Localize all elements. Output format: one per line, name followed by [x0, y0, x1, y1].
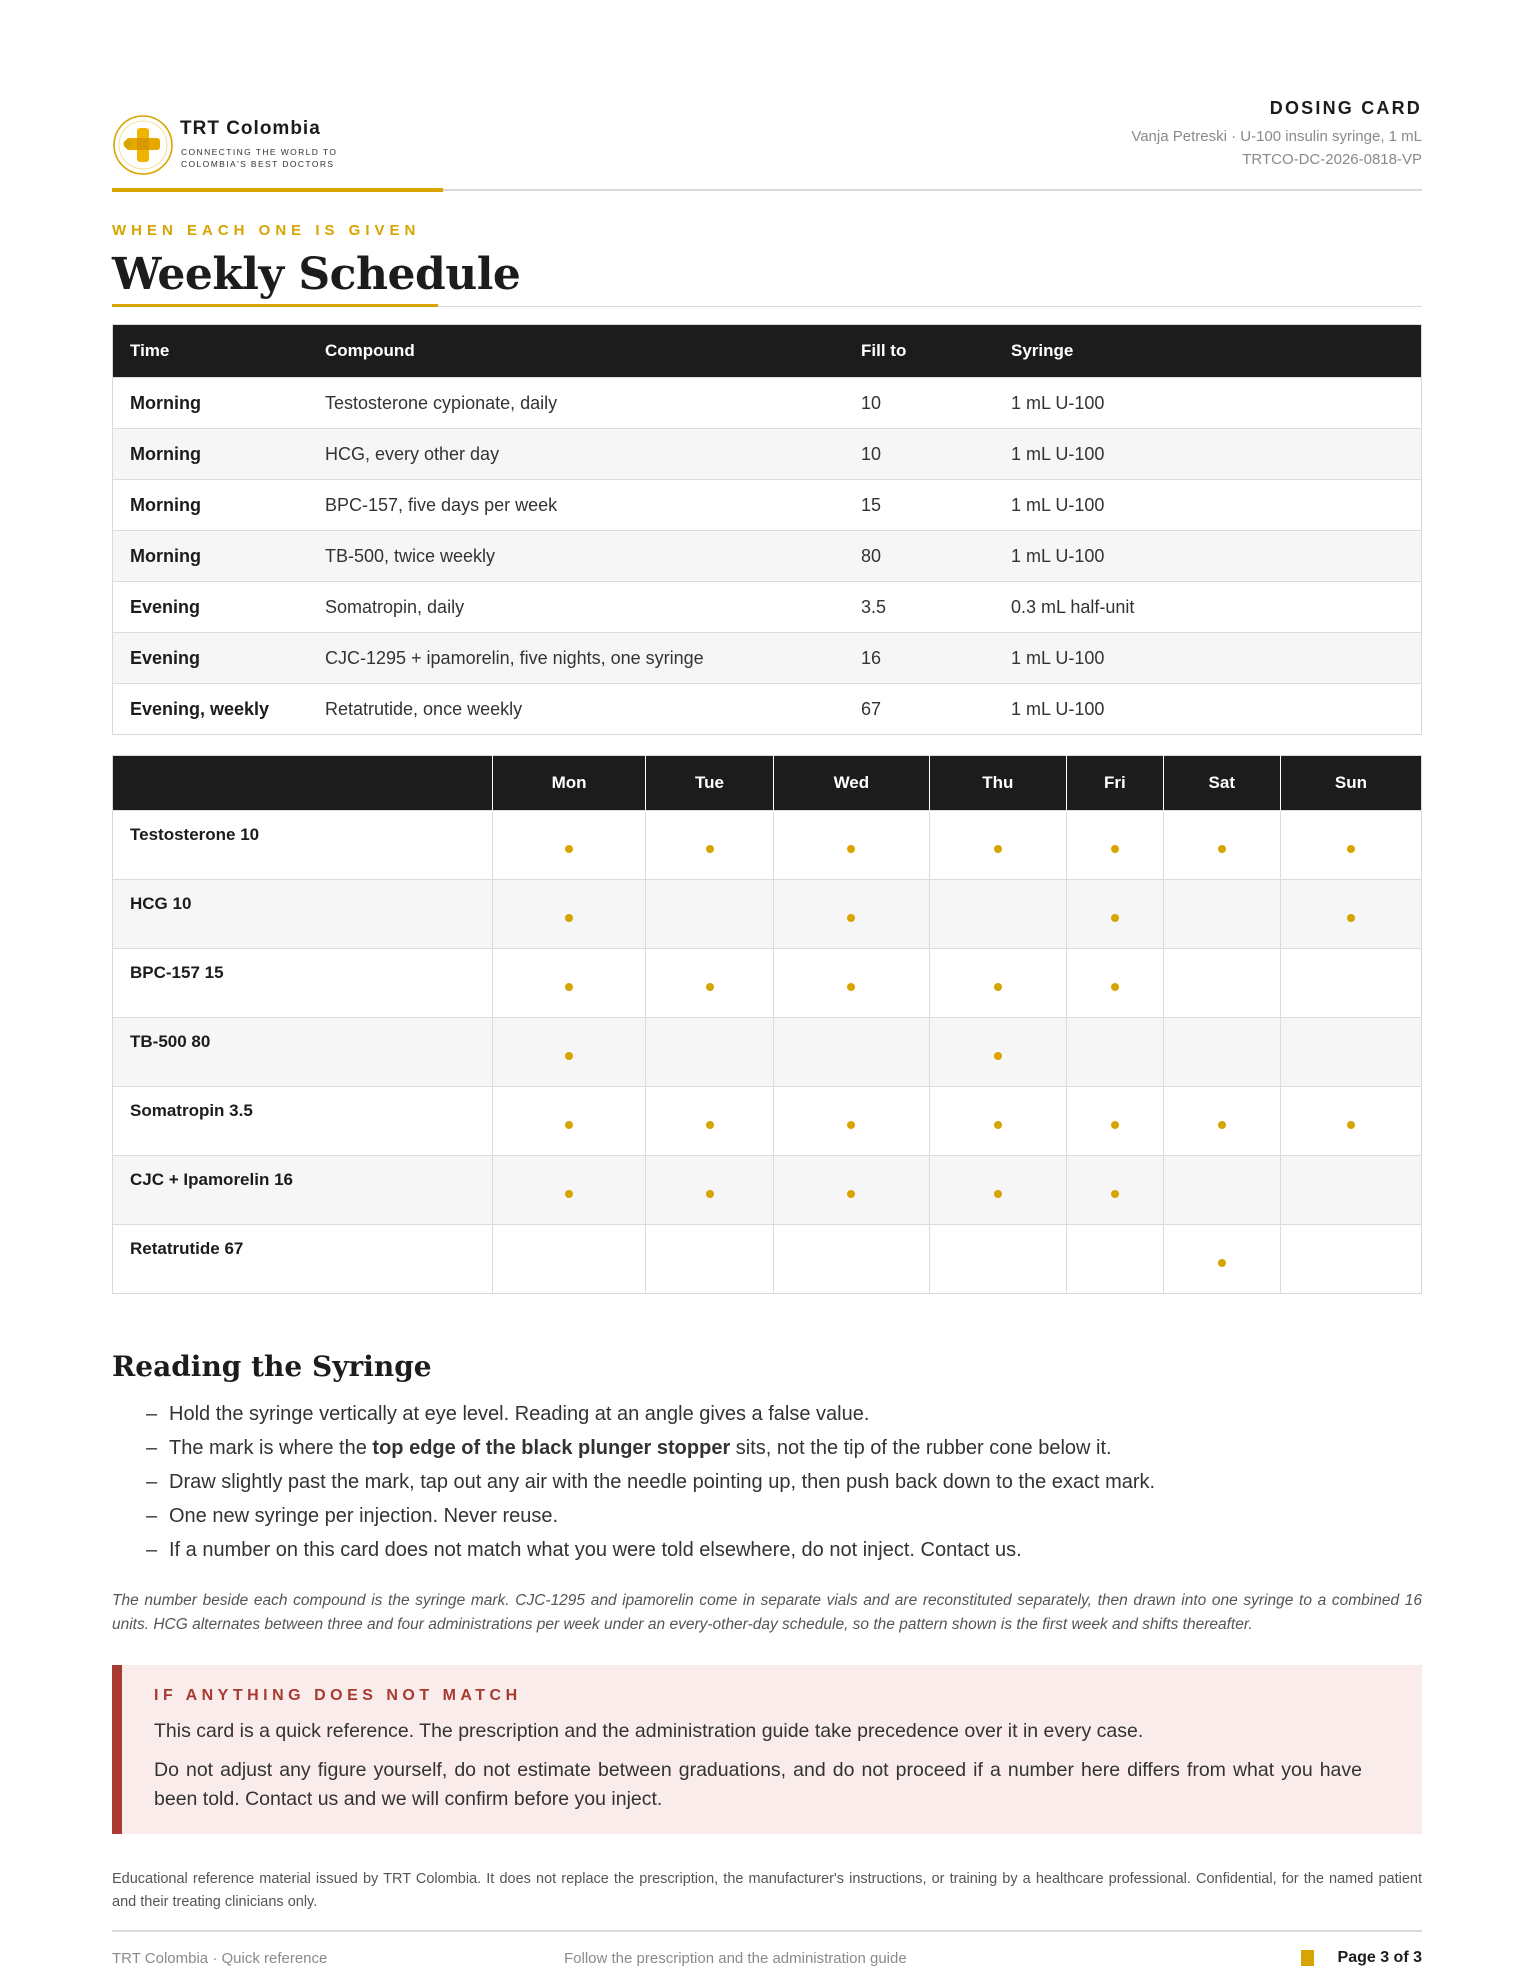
brand-name: TRT Colombia: [180, 118, 321, 139]
dose-dot-icon: [565, 983, 573, 991]
day-cell: [1163, 1156, 1280, 1225]
fill-cell: 67: [844, 684, 994, 735]
footer-center: Follow the prescription and the administration guide: [564, 1950, 907, 1967]
dose-dot-icon: [1347, 845, 1355, 853]
list-item: – If a number on this card does not match what you were told elsewhere, do not inject. Contact us.: [146, 1533, 1422, 1567]
compound-cell: Somatropin, daily: [308, 582, 844, 633]
day-cell: [493, 1156, 646, 1225]
day-cell: [646, 1087, 774, 1156]
day-cell: [646, 1225, 774, 1294]
day-cell: [773, 811, 929, 880]
time-cell: Morning: [113, 480, 309, 531]
day-cell: [773, 949, 929, 1018]
dose-dot-icon: [565, 1190, 573, 1198]
day-cell: [929, 811, 1066, 880]
time-cell: Evening: [113, 582, 309, 633]
list-item-emphasis: top edge of the black plunger stopper: [372, 1437, 731, 1459]
day-header: Wed: [773, 756, 929, 811]
day-header: Tue: [646, 756, 774, 811]
syringe-cell: 1 mL U-100: [994, 378, 1422, 429]
table-row: [113, 378, 1422, 429]
day-cell: [773, 1156, 929, 1225]
dose-dot-icon: [994, 983, 1002, 991]
compound-cell: TB-500, twice weekly: [308, 531, 844, 582]
dose-dot-icon: [994, 1190, 1002, 1198]
fill-cell: 3.5: [844, 582, 994, 633]
grid-row: [113, 1018, 1422, 1087]
dose-dot-icon: [565, 1052, 573, 1060]
day-cell: [773, 1087, 929, 1156]
dose-dot-icon: [1111, 1190, 1119, 1198]
dose-dot-icon: [847, 845, 855, 853]
day-cell: [493, 949, 646, 1018]
list-item-text: The mark is where the: [169, 1437, 373, 1459]
day-cell: [1066, 1018, 1163, 1087]
day-cell: [1163, 1225, 1280, 1294]
time-cell: Morning: [113, 531, 309, 582]
document-reference: TRTCO-DC-2026-0818-VP: [1242, 151, 1422, 168]
day-header: Thu: [929, 756, 1066, 811]
dose-dot-icon: [1111, 914, 1119, 922]
dose-dot-icon: [706, 983, 714, 991]
day-cell: [1280, 811, 1421, 880]
time-cell: Morning: [113, 378, 309, 429]
compound-label: Retatrutide 67: [113, 1225, 493, 1294]
warning-paragraph: Do not adjust any figure yourself, do not estimate between graduations, and do not proceed if a number here differs from what you have been told. Contact us and we will confirm before you inject.: [154, 1759, 1362, 1810]
page-footer: [112, 1932, 1422, 1972]
table-row: [113, 684, 1422, 735]
day-cell: [929, 880, 1066, 949]
document-type: DOSING CARD: [1269, 98, 1422, 118]
day-cell: [1280, 1018, 1421, 1087]
day-cell: [493, 811, 646, 880]
syringe-cell: 1 mL U-100: [994, 480, 1422, 531]
day-cell: [646, 880, 774, 949]
compound-label: BPC-157 15: [113, 949, 493, 1018]
header-accent-divider: [112, 188, 443, 192]
brand-logo-icon: [112, 114, 174, 176]
compound-label: CJC + Ipamorelin 16: [113, 1156, 493, 1225]
compound-cell: CJC-1295 + ipamorelin, five nights, one syringe: [308, 633, 844, 684]
warning-kicker: IF ANYTHING DOES NOT MATCH: [154, 1687, 522, 1704]
day-cell: [493, 880, 646, 949]
day-cell: [929, 1087, 1066, 1156]
day-cell: [1066, 1225, 1163, 1294]
dose-dot-icon: [565, 845, 573, 853]
list-item: – One new syringe per injection. Never reuse.: [146, 1499, 1422, 1533]
brand-tagline: CONNECTING THE WORLD TO COLOMBIA'S BEST DOCTORS: [181, 147, 338, 169]
fill-cell: 16: [844, 633, 994, 684]
list-item-text: sits, not the tip of the rubber cone below it.: [730, 1437, 1112, 1459]
day-cell: [1163, 949, 1280, 1018]
compound-cell: Retatrutide, once weekly: [308, 684, 844, 735]
fill-cell: 15: [844, 480, 994, 531]
schedule-table: [112, 324, 1422, 735]
dose-dot-icon: [706, 845, 714, 853]
day-cell: [1066, 949, 1163, 1018]
compound-cell: Testosterone cypionate, daily: [308, 378, 844, 429]
day-cell: [646, 1156, 774, 1225]
day-cell: [773, 880, 929, 949]
day-cell: [1066, 811, 1163, 880]
dosing-card-page: [112, 0, 1422, 1972]
syringe-cell: 1 mL U-100: [994, 633, 1422, 684]
dose-dot-icon: [1218, 1121, 1226, 1129]
page-title: Weekly Schedule: [112, 249, 521, 300]
syringe-cell: 1 mL U-100: [994, 684, 1422, 735]
grid-header-row: [113, 756, 1422, 811]
dose-dot-icon: [1111, 983, 1119, 991]
dose-dot-icon: [1347, 914, 1355, 922]
dose-dot-icon: [1218, 1259, 1226, 1267]
fill-cell: 10: [844, 378, 994, 429]
list-item: – Hold the syringe vertically at eye level. Reading at an angle gives a false value.: [146, 1397, 1422, 1431]
day-header: Sun: [1280, 756, 1421, 811]
section-eyebrow: WHEN EACH ONE IS GIVEN: [112, 222, 421, 239]
table-row: [113, 531, 1422, 582]
warning-paragraph: This card is a quick reference. The prescription and the administration guide take precedence over it in every case.: [154, 1720, 1144, 1742]
dose-dot-icon: [706, 1190, 714, 1198]
compound-label: Somatropin 3.5: [113, 1087, 493, 1156]
dose-dot-icon: [847, 1121, 855, 1129]
dose-dot-icon: [847, 983, 855, 991]
day-cell: [646, 949, 774, 1018]
day-cell: [1163, 1018, 1280, 1087]
dose-dot-icon: [1218, 845, 1226, 853]
dose-dot-icon: [706, 1121, 714, 1129]
syringe-cell: 0.3 mL half-unit: [994, 582, 1422, 633]
dose-dot-icon: [994, 1121, 1002, 1129]
time-cell: Evening: [113, 633, 309, 684]
day-cell: [1280, 880, 1421, 949]
day-cell: [1066, 1156, 1163, 1225]
grid-row: [113, 811, 1422, 880]
table-row: [113, 429, 1422, 480]
syringe-cell: 1 mL U-100: [994, 531, 1422, 582]
day-header: Sat: [1163, 756, 1280, 811]
page-marker-icon: [1301, 1950, 1314, 1966]
dose-dot-icon: [565, 1121, 573, 1129]
column-header: Time: [113, 325, 309, 378]
fill-cell: 80: [844, 531, 994, 582]
grid-row: [113, 880, 1422, 949]
footer-left: TRT Colombia · Quick reference: [112, 1950, 328, 1967]
time-cell: Morning: [113, 429, 309, 480]
day-cell: [1163, 880, 1280, 949]
day-cell: [929, 1156, 1066, 1225]
day-cell: [493, 1225, 646, 1294]
disclaimer: Educational reference material issued by TRT Colombia. It does not replace the prescription, the manufacturer's instructions, or training by a healthcare professional. Confidential, for the named patient and their treating clinicians only.: [112, 1871, 1422, 1910]
compound-label: TB-500 80: [113, 1018, 493, 1087]
day-header: Mon: [493, 756, 646, 811]
syringe-cell: 1 mL U-100: [994, 429, 1422, 480]
grid-row: [113, 949, 1422, 1018]
schedule-header-row: [113, 325, 1422, 378]
grid-row: [113, 1087, 1422, 1156]
day-cell: [929, 1018, 1066, 1087]
column-header: Compound: [308, 325, 844, 378]
day-cell: [929, 1225, 1066, 1294]
day-cell: [646, 1018, 774, 1087]
day-cell: [493, 1018, 646, 1087]
day-cell: [1163, 811, 1280, 880]
day-cell: [1280, 949, 1421, 1018]
column-header: Fill to: [844, 325, 994, 378]
grid-corner-header: [113, 756, 493, 811]
reading-instructions: [112, 1397, 1422, 1567]
day-cell: [773, 1018, 929, 1087]
dose-dot-icon: [1111, 1121, 1119, 1129]
reading-title: Reading the Syringe: [112, 1350, 432, 1383]
list-item: [146, 1431, 1422, 1465]
day-cell: [1280, 1156, 1421, 1225]
day-cell: [646, 811, 774, 880]
day-cell: [1066, 880, 1163, 949]
grid-row: [113, 1225, 1422, 1294]
table-row: [113, 480, 1422, 531]
page-number: Page 3 of 3: [1337, 1949, 1422, 1966]
table-row: [113, 633, 1422, 684]
day-cell: [1280, 1087, 1421, 1156]
dose-dot-icon: [1111, 845, 1119, 853]
table-row: [113, 582, 1422, 633]
compound-label: Testosterone 10: [113, 811, 493, 880]
dose-dot-icon: [847, 914, 855, 922]
day-cell: [493, 1087, 646, 1156]
compound-label: HCG 10: [113, 880, 493, 949]
compound-cell: HCG, every other day: [308, 429, 844, 480]
list-item: – Draw slightly past the mark, tap out any air with the needle pointing up, then push back down to the exact mark.: [146, 1465, 1422, 1499]
day-cell: [1066, 1087, 1163, 1156]
day-cell: [1163, 1087, 1280, 1156]
dose-dot-icon: [565, 914, 573, 922]
warning-callout: [112, 1665, 1422, 1834]
dose-dot-icon: [994, 845, 1002, 853]
day-header: Fri: [1066, 756, 1163, 811]
page-header: [112, 0, 1422, 192]
day-cell: [929, 949, 1066, 1018]
compound-cell: BPC-157, five days per week: [308, 480, 844, 531]
time-cell: Evening, weekly: [113, 684, 309, 735]
day-cell: [773, 1225, 929, 1294]
grid-row: [113, 1156, 1422, 1225]
title-divider: [112, 304, 1422, 310]
day-cell: [1280, 1225, 1421, 1294]
fill-cell: 10: [844, 429, 994, 480]
column-header: Syringe: [994, 325, 1422, 378]
schedule-note: The number beside each compound is the syringe mark. CJC-1295 and ipamorelin come in separate vials and are reconstituted separately, then drawn into one syringe to a combined 16 units. HCG alternates between three and four administrations per week under an every-other-day schedule, so the pattern shown is the first week and shifts thereafter.: [112, 1592, 1422, 1633]
weekly-grid-table: [112, 755, 1422, 1294]
dose-dot-icon: [1347, 1121, 1355, 1129]
patient-line: Vanja Petreski · U-100 insulin syringe, 1 mL: [1131, 128, 1422, 145]
dose-dot-icon: [847, 1190, 855, 1198]
dose-dot-icon: [994, 1052, 1002, 1060]
